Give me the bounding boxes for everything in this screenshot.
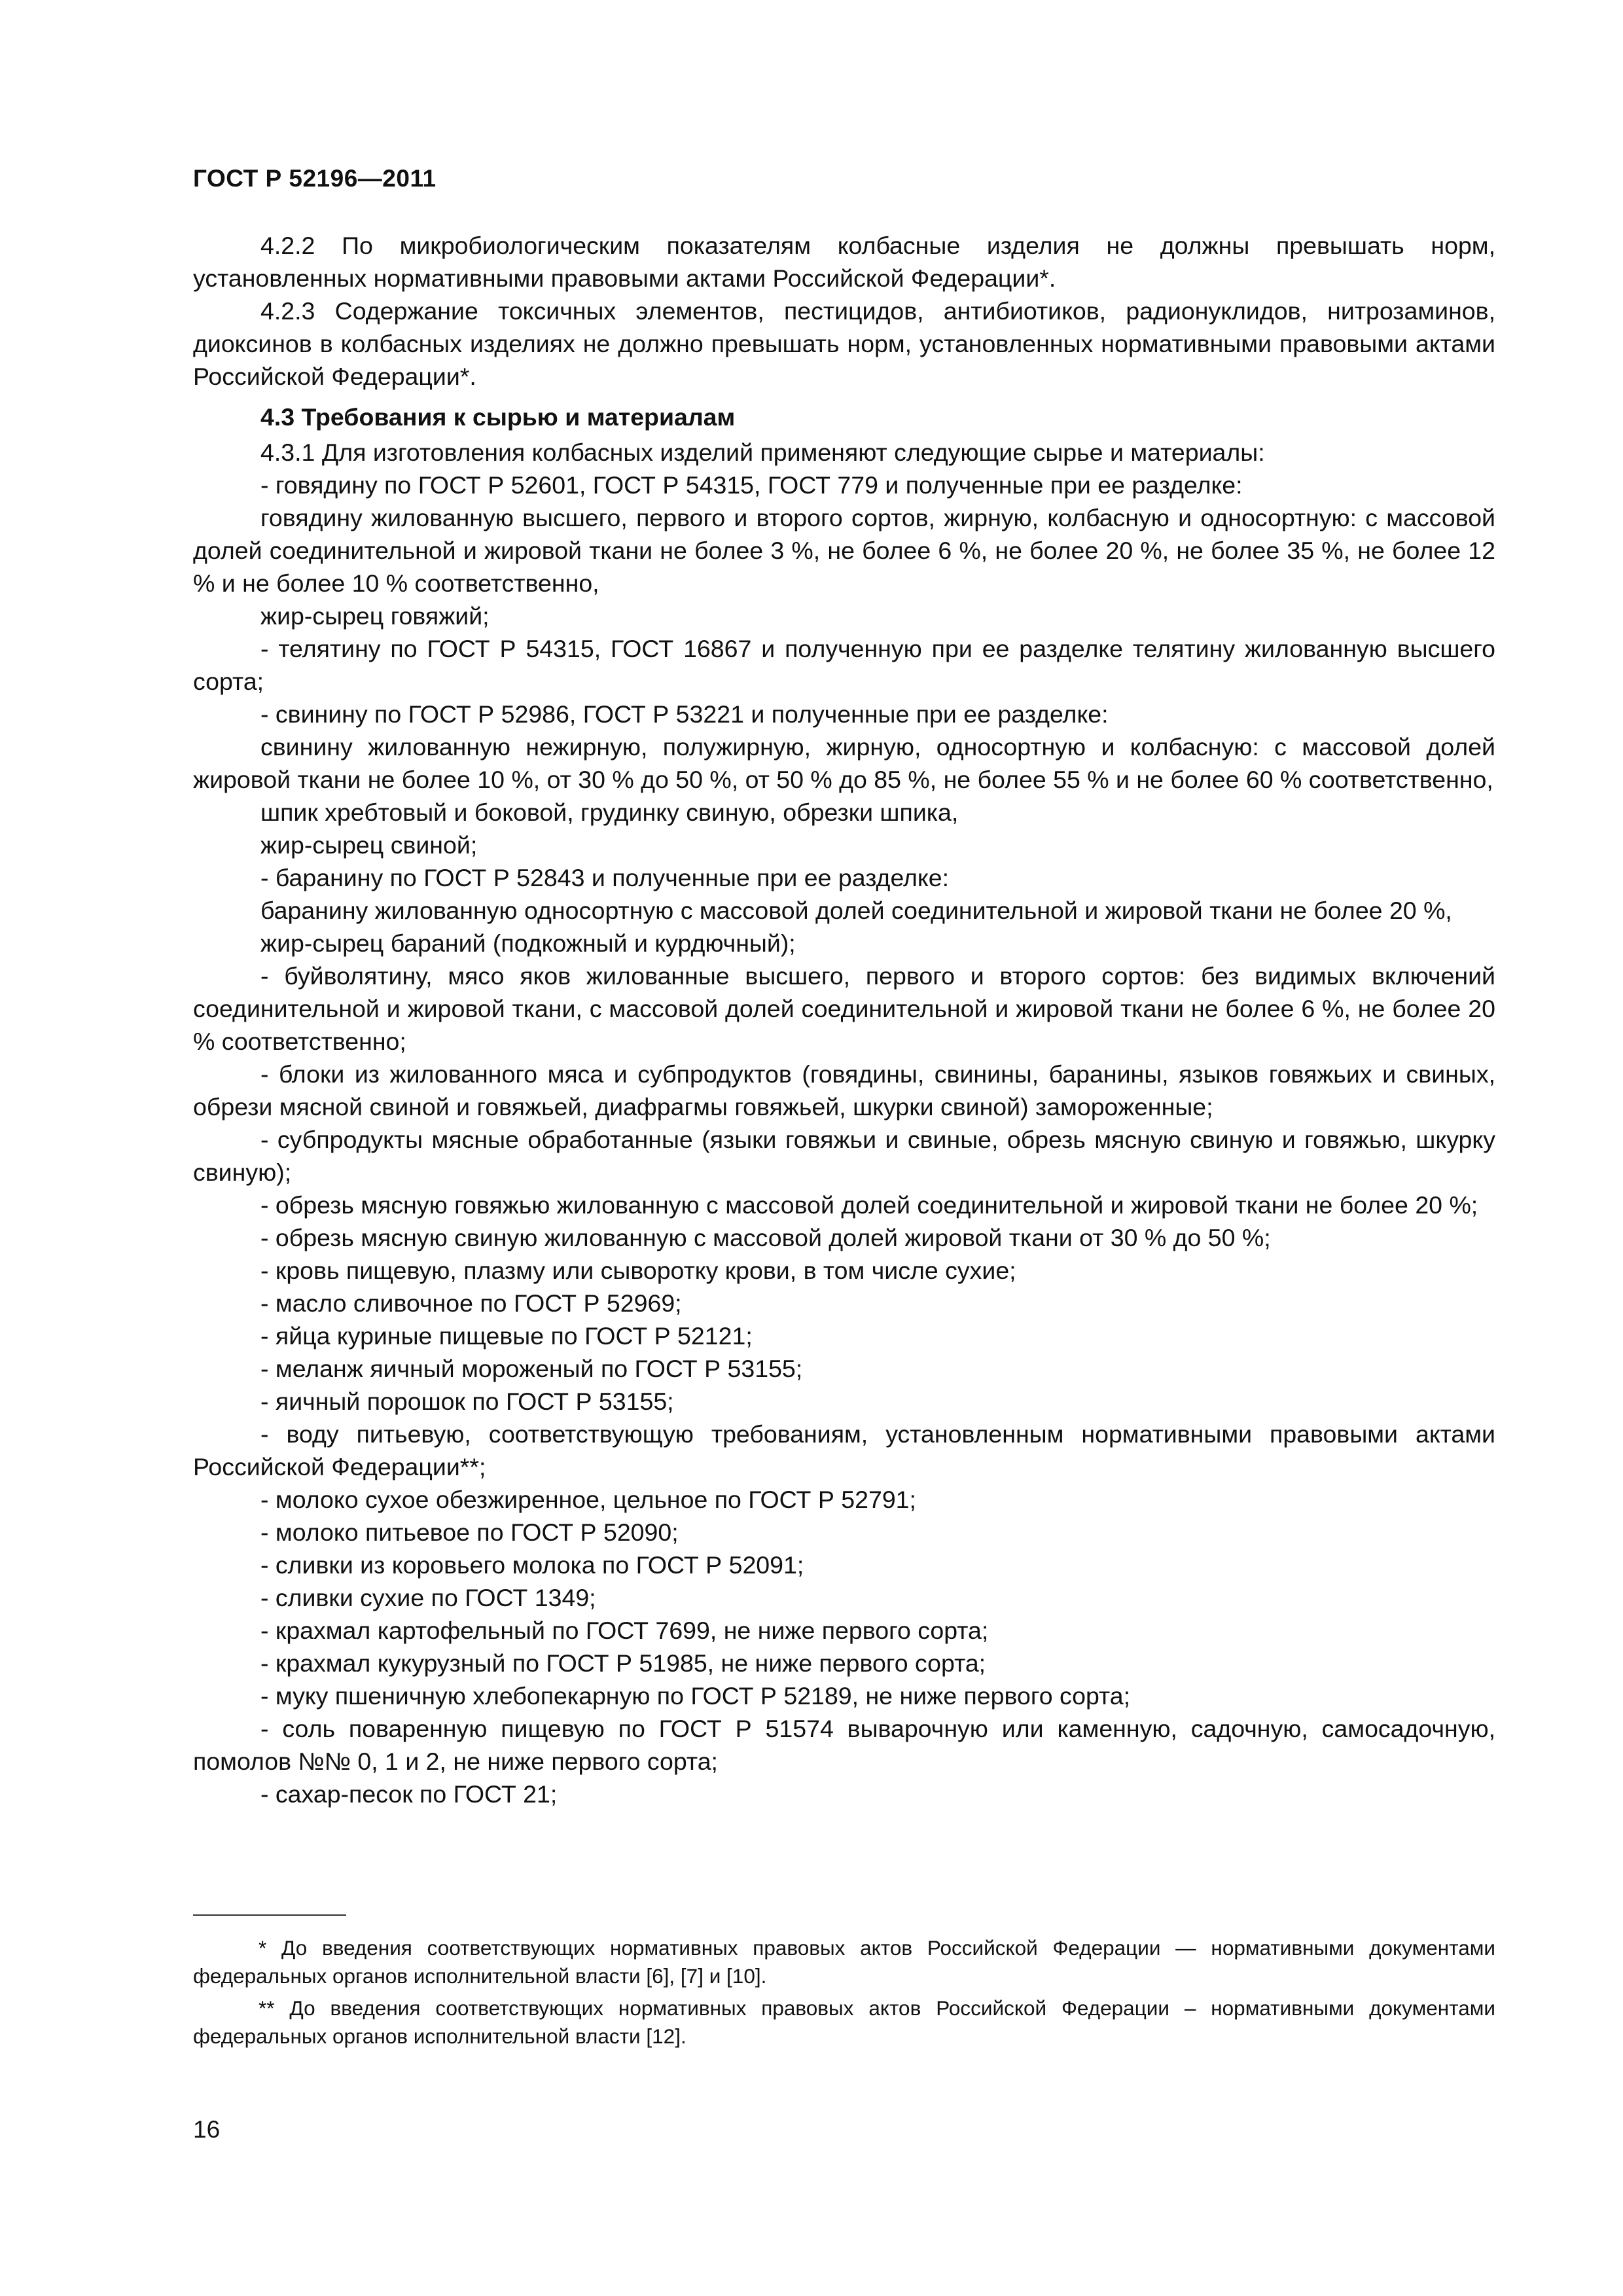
footnote-double-asterisk: ** До введения соответствующих нормативных правовых актов Российской Федерации – нормативными документами федеральных органов исполнительной власти [12]. (193, 1996, 1495, 2048)
list-item: - меланж яичный мороженый по ГОСТ Р 53155; (260, 1355, 803, 1382)
list-item: жир-сырец бараний (подкожный и курдючный); (260, 929, 796, 957)
list-item: - кровь пищевую, плазму или сыворотку крови, в том числе сухие; (260, 1257, 1016, 1284)
paragraph-4-2-2: 4.2.2 По микробиологическим показателям колбасные изделия не должны превышать норм, установленных нормативными правовыми актами Российской Федерации*. (193, 232, 1495, 292)
paragraph-4-2-3: 4.2.3 Содержание токсичных элементов, пестицидов, антибиотиков, радионуклидов, нитрозаминов, диоксинов в колбасных изделиях не должно превышать норм, установленных нормативными правовыми актами Российской Федерации*. (193, 297, 1495, 390)
list-item: говядину жилованную высшего, первого и второго сортов, жирную, колбасную и односортную: с массовой долей соединительной и жировой ткани не более 3 %, не более 6 %, не более 20 %, не более 35 %, не более 12 % и не более 10 % соответственно, (193, 504, 1495, 597)
list-item: - яичный порошок по ГОСТ Р 53155; (260, 1388, 674, 1415)
list-item: - говядину по ГОСТ Р 52601, ГОСТ Р 54315, ГОСТ 779 и полученные при ее разделке: (260, 471, 1243, 499)
list-item: - масло сливочное по ГОСТ Р 52969; (260, 1289, 682, 1317)
list-item: - блоки из жилованного мяса и субпродуктов (говядины, свинины, баранины, языков говяжьих и свиных, обрези мясной свиной и говяжьей, диафрагмы говяжьей, шкурки свиной) замороженные; (193, 1060, 1495, 1121)
list-item: - баранину по ГОСТ Р 52843 и полученные при ее разделке: (260, 864, 950, 891)
list-item: - телятину по ГОСТ Р 54315, ГОСТ 16867 и полученную при ее разделке телятину жилованную высшего сорта; (193, 635, 1495, 695)
list-item: - молоко питьевое по ГОСТ Р 52090; (260, 1518, 679, 1546)
list-item: - сливки из коровьего молока по ГОСТ Р 52091; (260, 1551, 804, 1579)
list-item: - обрезь мясную говяжью жилованную с массовой долей соединительной и жировой ткани не более 20 %; (260, 1191, 1478, 1219)
list-item: жир-сырец свиной; (260, 831, 478, 859)
list-item: - молоко сухое обезжиренное, цельное по ГОСТ Р 52791; (260, 1486, 916, 1513)
list-item: свинину жилованную нежирную, полужирную, жирную, односортную и колбасную: с массовой долей жировой ткани не более 10 %, от 30 % до 50 %, от 50 % до 85 %, не более 55 % и не более 60 % соответственно, (193, 733, 1495, 793)
footnote-separator (193, 1914, 346, 1916)
document-body (193, 229, 1495, 1810)
section-heading-4-3: 4.3 Требования к сырью и материалам (260, 403, 736, 431)
list-item: - муку пшеничную хлебопекарную по ГОСТ Р 52189, не ниже первого сорта; (260, 1682, 1131, 1710)
list-item: - буйволятину, мясо яков жилованные высшего, первого и второго сортов: без видимых включений соединительной и жировой ткани, с массовой долей соединительной и жировой ткани не более 6 %, не более 20 % соответственно; (193, 962, 1495, 1055)
list-item: жир-сырец говяжий; (260, 602, 490, 630)
footnotes (193, 1934, 1495, 2054)
list-item: шпик хребтовый и боковой, грудинку свиную, обрезки шпика, (260, 798, 959, 826)
list-item: баранину жилованную односортную с массовой долей соединительной и жировой ткани не более 20 %, (260, 897, 1452, 924)
page-number: 16 (193, 2116, 221, 2143)
paragraph-4-3-1: 4.3.1 Для изготовления колбасных изделий применяют следующие сырье и материалы: (260, 439, 1265, 466)
document-header: ГОСТ Р 52196—2011 (193, 165, 437, 192)
list-item: - обрезь мясную свиную жилованную с массовой долей жировой ткани от 30 % до 50 %; (260, 1224, 1271, 1251)
list-item: - соль поваренную пищевую по ГОСТ Р 51574 выварочную или каменную, садочную, самосадочную, помолов №№ 0, 1 и 2, не ниже первого сорта; (193, 1715, 1495, 1775)
list-item: - сахар-песок по ГОСТ 21; (260, 1780, 558, 1808)
list-item: - свинину по ГОСТ Р 52986, ГОСТ Р 53221 и полученные при ее разделке: (260, 700, 1109, 728)
list-item: - яйца куриные пищевые по ГОСТ Р 52121; (260, 1322, 753, 1350)
list-item: - крахмал кукурузный по ГОСТ Р 51985, не ниже первого сорта; (260, 1649, 986, 1677)
list-item: - сливки сухие по ГОСТ 1349; (260, 1584, 596, 1611)
list-item: - крахмал картофельный по ГОСТ 7699, не ниже первого сорта; (260, 1617, 989, 1644)
list-item: - воду питьевую, соответствующую требованиям, установленным нормативными правовыми актами Российской Федерации**; (193, 1420, 1495, 1480)
list-item: - субпродукты мясные обработанные (языки говяжьи и свиные, обрезь мясную свиную и говяжью, шкурку свиную); (193, 1126, 1495, 1186)
footnote-single-asterisk: * До введения соответствующих нормативных правовых актов Российской Федерации — нормативными документами федеральных органов исполнительной власти [6], [7] и [10]. (193, 1936, 1495, 1988)
